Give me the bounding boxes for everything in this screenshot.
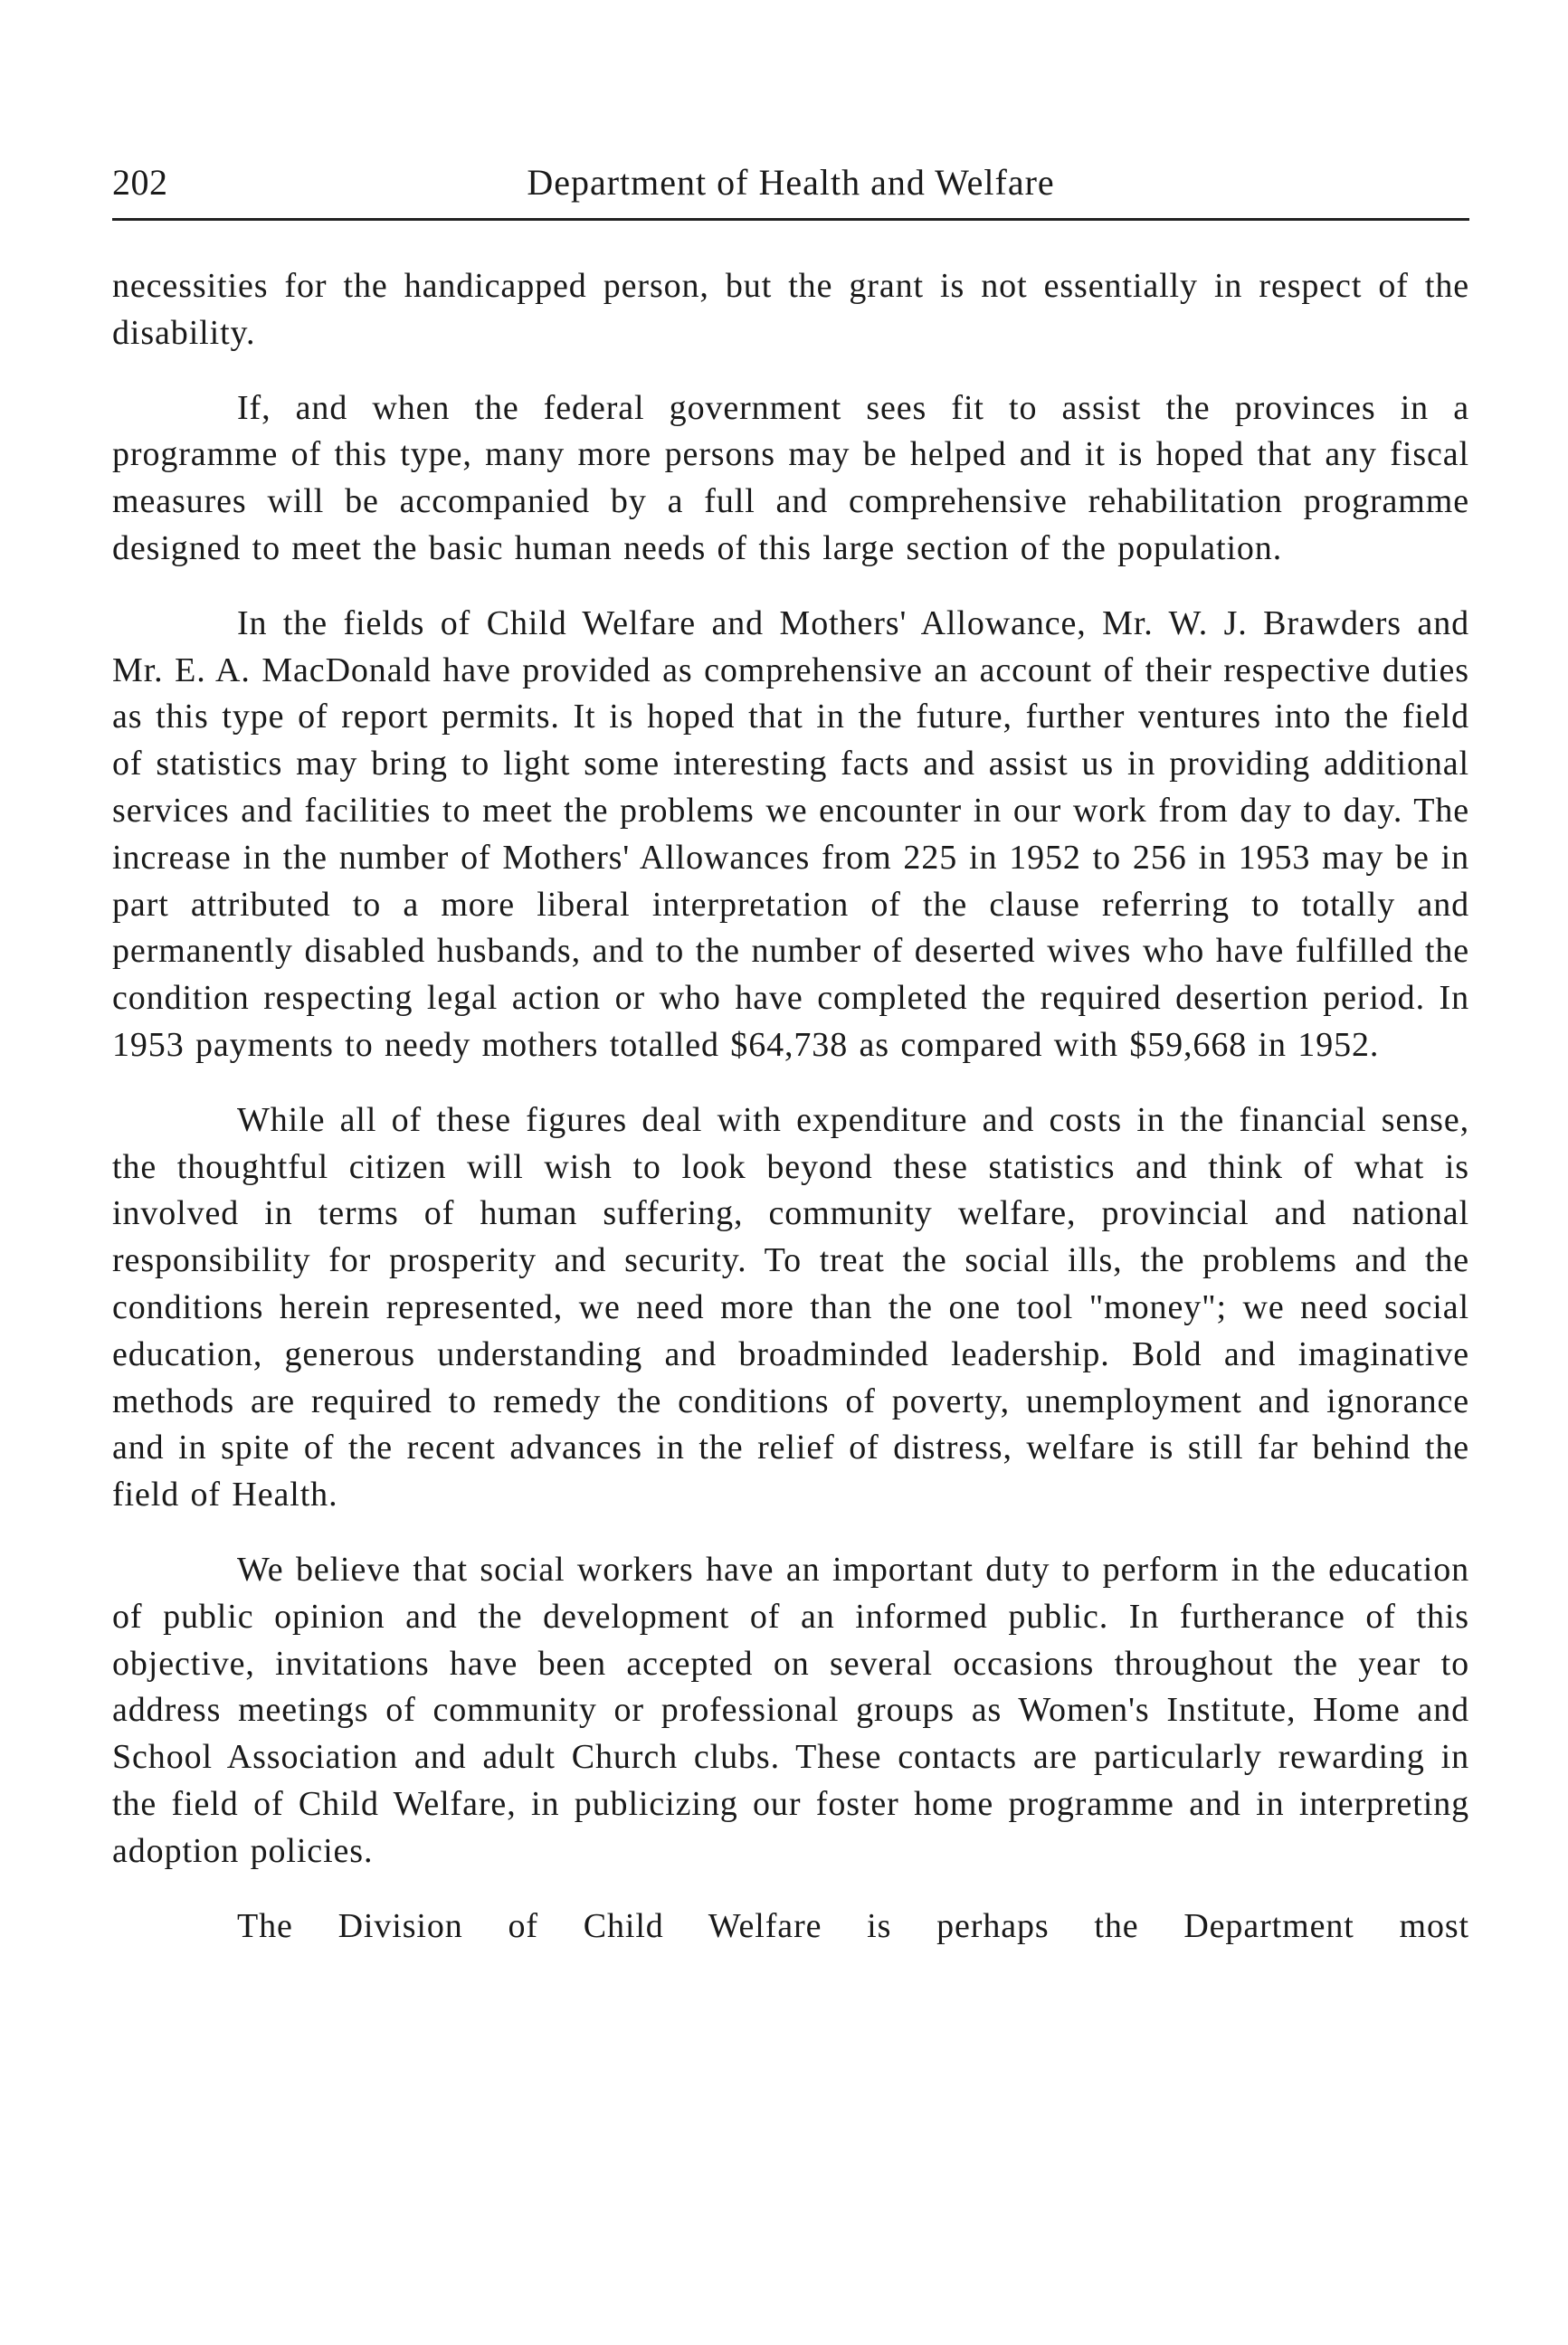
page-number: 202 (112, 162, 168, 203)
running-head-title: Department of Health and Welfare (527, 162, 1055, 203)
paragraph-continuation: necessities for the handicapped person, but the grant is not essentially in respect of the disability. (112, 267, 1469, 352)
paragraph-federal-assistance: If, and when the federal government sees fit to assist the provinces in a programme of this type, many more persons may be helped and it is hoped that any fiscal measures will be accompanied by a full and comprehensive rehabilitation programme designed to meet the basic human needs of this large section of the population. (112, 388, 1469, 567)
document-page (112, 0, 1469, 2345)
paragraph-social-ills: While all of these figures deal with expenditure and costs in the financial sense, the thoughtful citizen will wish to look beyond these statistics and think of what is involved in terms of human suffering, community welfare, provincial and national responsibility for prosperity and security. To treat the social ills, the problems and the conditions herein represented, we need more than the one tool "money"; we need social education, generous understanding and broadminded leadership. Bold and imaginative methods are required to remedy the conditions of poverty, unemployment and ignorance and in spite of the recent advances in the relief of distress, welfare is still far behind the field of Health. (112, 1100, 1469, 1514)
body-text (112, 263, 1469, 1978)
running-head (112, 161, 1469, 215)
paragraph-public-education: We believe that social workers have an important duty to perform in the education of public opinion and the development of an informed public. In furtherance of this objective, invitations have been accepted on several occasions throughout the year to address meetings of community or professional groups as Women's Institute, Home and School Association and adult Church clubs. These contacts are particularly rewarding in the field of Child Welfare, in publicizing our foster home programme and in interpreting adoption policies. (112, 1550, 1469, 1870)
paragraph-child-welfare-mothers-allowance: In the fields of Child Welfare and Mothers' Allowance, Mr. W. J. Brawders and Mr. E. A. MacDonald have provided as comprehensive an account of their respective duties as this type of report permits. It is hoped that in the future, further ventures into the field of statistics may bring to light some interesting facts and assist us in providing additional services and facilities to meet the problems we encounter in our work from day to day. The increase in the number of Mothers' Allowances from 225 in 1952 to 256 in 1953 may be in part attributed to a more liberal interpretation of the clause referring to totally and permanently disabled husbands, and to the number of deserted wives who have fulfilled the condition respecting legal action or who have completed the required desertion period. In 1953 payments to needy mothers totalled $64,738 as compared with $59,668 in 1952. (112, 603, 1469, 1064)
header-rule (112, 218, 1469, 221)
paragraph-division-child-welfare: The Division of Child Welfare is perhaps the Department most (237, 1906, 1469, 1945)
